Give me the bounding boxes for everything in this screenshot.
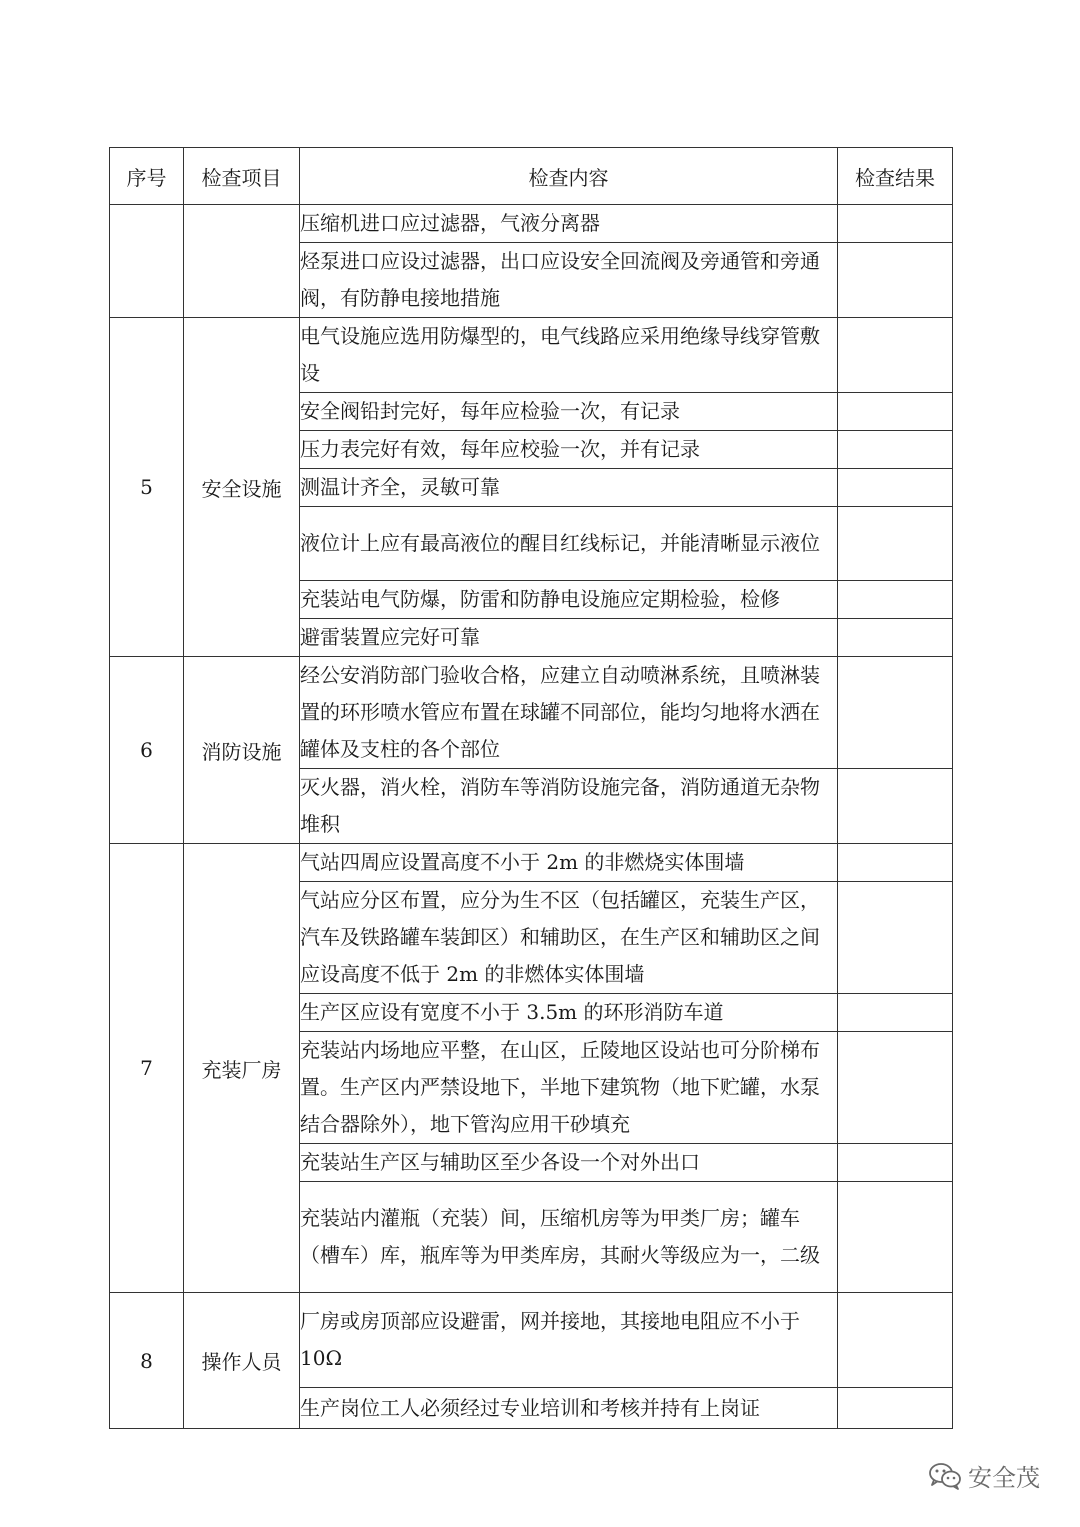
watermark-text: 安全茂 bbox=[968, 1464, 1040, 1492]
check-result[interactable] bbox=[838, 1388, 953, 1429]
check-content: 充装站生产区与辅助区至少各设一个对外出口 bbox=[300, 1144, 838, 1182]
row-number bbox=[110, 205, 184, 318]
check-result[interactable] bbox=[838, 1293, 953, 1388]
check-item: 操作人员 bbox=[184, 1293, 300, 1429]
check-content: 生产岗位工人必须经过专业培训和考核并持有上岗证 bbox=[300, 1388, 838, 1429]
check-result[interactable] bbox=[838, 1182, 953, 1293]
check-result[interactable] bbox=[838, 243, 953, 318]
check-content: 压缩机进口应过滤器，气液分离器 bbox=[300, 205, 838, 243]
check-content: 气站应分区布置，应分为生不区（包括罐区，充装生产区，汽车及铁路罐车装卸区）和辅助区，在生产区和辅助区之间应设高度不低于 2m 的非燃体实体围墙 bbox=[300, 882, 838, 994]
check-content: 安全阀铅封完好，每年应检验一次，有记录 bbox=[300, 393, 838, 431]
check-result[interactable] bbox=[838, 994, 953, 1032]
check-content: 灭火器，消火栓，消防车等消防设施完备，消防通道无杂物堆积 bbox=[300, 769, 838, 844]
row-number: 5 bbox=[110, 318, 184, 657]
check-content: 充装站电气防爆，防雷和防静电设施应定期检验，检修 bbox=[300, 581, 838, 619]
check-content: 电气设施应选用防爆型的，电气线路应采用绝缘导线穿管敷设 bbox=[300, 318, 838, 393]
check-result[interactable] bbox=[838, 1144, 953, 1182]
row-number: 6 bbox=[110, 657, 184, 844]
check-result[interactable] bbox=[838, 1032, 953, 1144]
check-result[interactable] bbox=[838, 431, 953, 469]
watermark bbox=[928, 1458, 1040, 1493]
table-row bbox=[110, 657, 953, 769]
check-item bbox=[184, 205, 300, 318]
check-item: 安全设施 bbox=[184, 318, 300, 657]
header-row bbox=[110, 148, 953, 205]
check-content: 厂房或房顶部应设避雷，网并接地，其接地电阻应不小于 10Ω bbox=[300, 1293, 838, 1388]
row-number: 8 bbox=[110, 1293, 184, 1429]
check-result[interactable] bbox=[838, 657, 953, 769]
check-content: 气站四周应设置高度不小于 2m 的非燃烧实体围墙 bbox=[300, 844, 838, 882]
check-result[interactable] bbox=[838, 205, 953, 243]
check-content: 测温计齐全，灵敏可靠 bbox=[300, 469, 838, 507]
check-content: 液位计上应有最高液位的醒目红线标记，并能清晰显示液位 bbox=[300, 507, 838, 581]
check-result[interactable] bbox=[838, 318, 953, 393]
check-result[interactable] bbox=[838, 619, 953, 657]
inspection-table bbox=[109, 147, 953, 1429]
table-row bbox=[110, 205, 953, 243]
check-result[interactable] bbox=[838, 581, 953, 619]
table-row bbox=[110, 844, 953, 882]
check-item: 消防设施 bbox=[184, 657, 300, 844]
table-row bbox=[110, 318, 953, 393]
check-result[interactable] bbox=[838, 882, 953, 994]
header-result: 检查结果 bbox=[838, 148, 953, 205]
check-item: 充装厂房 bbox=[184, 844, 300, 1293]
check-result[interactable] bbox=[838, 769, 953, 844]
check-content: 充装站内场地应平整，在山区，丘陵地区设站也可分阶梯布置。生产区内严禁设地下，半地下建筑物（地下贮罐，水泵结合器除外），地下管沟应用干砂填充 bbox=[300, 1032, 838, 1144]
check-content: 烃泵进口应设过滤器，出口应设安全回流阀及旁通管和旁通阀，有防静电接地措施 bbox=[300, 243, 838, 318]
check-content: 避雷装置应完好可靠 bbox=[300, 619, 838, 657]
check-result[interactable] bbox=[838, 393, 953, 431]
row-number: 7 bbox=[110, 844, 184, 1293]
check-content: 经公安消防部门验收合格，应建立自动喷淋系统，且喷淋装置的环形喷水管应布置在球罐不同部位，能均匀地将水洒在罐体及支柱的各个部位 bbox=[300, 657, 838, 769]
check-result[interactable] bbox=[838, 507, 953, 581]
check-content: 生产区应设有宽度不小于 3.5m 的环形消防车道 bbox=[300, 994, 838, 1032]
wechat-icon bbox=[928, 1461, 962, 1491]
header-content: 检查内容 bbox=[300, 148, 838, 205]
check-result[interactable] bbox=[838, 469, 953, 507]
check-content: 压力表完好有效，每年应校验一次，并有记录 bbox=[300, 431, 838, 469]
header-item: 检查项目 bbox=[184, 148, 300, 205]
check-content: 充装站内灌瓶（充装）间，压缩机房等为甲类厂房；罐车（槽车）库，瓶库等为甲类库房，其耐火等级应为一，二级 bbox=[300, 1182, 838, 1293]
check-result[interactable] bbox=[838, 844, 953, 882]
header-num: 序号 bbox=[110, 148, 184, 205]
table-row bbox=[110, 1293, 953, 1388]
